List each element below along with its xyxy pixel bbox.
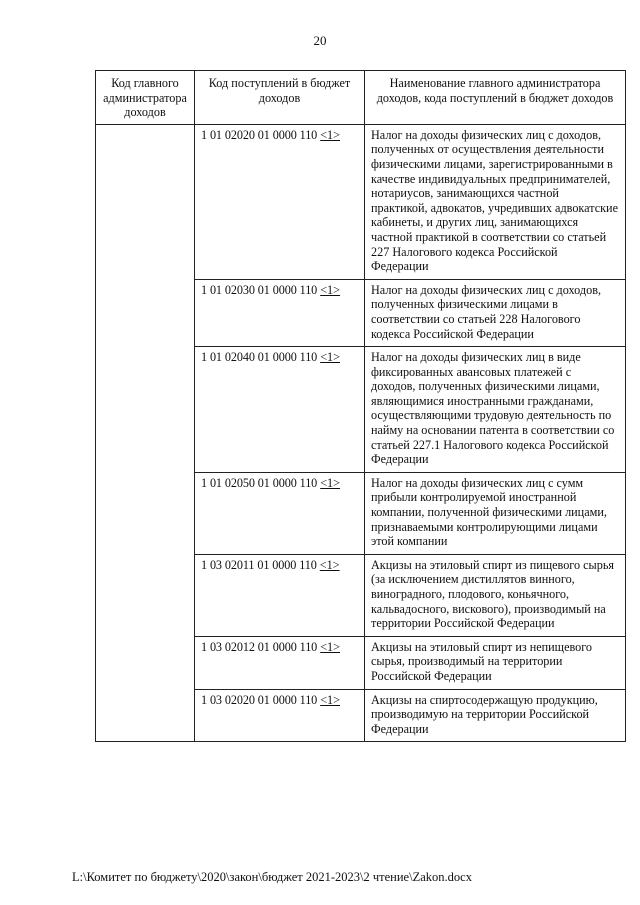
footnote-link[interactable]: <1> — [319, 557, 340, 572]
footnote-link[interactable]: <1> — [320, 127, 341, 142]
footer-file-path: L:\Комитет по бюджету\2020\закон\бюджет 2021-2023\2 чтение\Zakon.docx — [72, 870, 472, 884]
revenue-name-cell: Налог на доходы физических лиц в виде фиксированных авансовых платежей с доходов, полученных физическими лицами, являющимися иностранными гражданами, осуществляющими трудовую деятельность по найму на основании патента в соответствии со статьей 227.1 Налогового кодекса Российской Федерации — [365, 347, 626, 473]
revenue-code-cell — [195, 347, 365, 473]
revenue-name-cell: Налог на доходы физических лиц с доходов, полученных от осуществления деятельности физическими лицами, зарегистрированными в качестве индивидуальных предпринимателей, нотариусов, занимающихся частной практикой, адвокатов, учредивших адвокатские кабинеты, и других лиц, занимающихся частной практикой в соответствии со статьей 227 Налогового кодекса Российской Федерации — [365, 124, 626, 279]
header-revenue-code: Код поступлений в бюджет доходов — [195, 71, 365, 125]
footnote-link[interactable]: <1> — [320, 282, 341, 297]
admin-code-cell — [96, 124, 195, 742]
page-number: 20 — [313, 33, 327, 48]
footnote-link[interactable]: <1> — [320, 350, 341, 365]
revenue-code-cell — [195, 279, 365, 346]
header-admin-code: Код главного администратора доходов — [96, 71, 195, 125]
revenue-name-cell: Налог на доходы физических лиц с сумм прибыли контролируемой иностранной компании, полученной физическими лицами, признаваемыми контролирующими лицами этой компании — [365, 472, 626, 554]
revenue-name-cell: Акцизы на этиловый спирт из пищевого сырья (за исключением дистиллятов винного, виноградного, плодового, коньячного, кальвадосного, вискового), производимый на территории Российской Федерации — [365, 554, 626, 636]
footnote-link[interactable]: <1> — [320, 639, 341, 654]
revenue-code-cell — [195, 636, 365, 689]
header-name: Наименование главного администратора доходов, кода поступлений в бюджет доходов — [365, 71, 626, 125]
revenue-codes-table — [95, 70, 626, 742]
revenue-name-cell: Налог на доходы физических лиц с доходов, полученных физическими лицами в соответствии со статьей 228 Налогового кодекса Российской Федерации — [365, 279, 626, 346]
revenue-code-cell — [195, 472, 365, 554]
table-row — [96, 124, 626, 279]
revenue-code-cell — [195, 124, 365, 279]
revenue-code: 1 01 02030 01 0000 110 — [201, 282, 318, 297]
table-body — [96, 124, 626, 742]
revenue-code-cell — [195, 689, 365, 742]
footnote-link[interactable]: <1> — [320, 475, 341, 490]
revenue-code: 1 01 02050 01 0000 110 — [201, 475, 318, 490]
revenue-name-cell: Акцизы на спиртосодержащую продукцию, производимую на территории Российской Федерации — [365, 689, 626, 742]
revenue-code-cell — [195, 554, 365, 636]
footnote-link[interactable]: <1> — [320, 692, 341, 707]
table-header-row — [96, 71, 626, 125]
revenue-code: 1 03 02020 01 0000 110 — [201, 692, 318, 707]
revenue-code: 1 03 02012 01 0000 110 — [201, 639, 318, 654]
revenue-code: 1 03 02011 01 0000 110 — [201, 557, 317, 572]
revenue-code: 1 01 02020 01 0000 110 — [201, 127, 318, 142]
revenue-code: 1 01 02040 01 0000 110 — [201, 350, 318, 365]
revenue-name-cell: Акцизы на этиловый спирт из непищевого сырья, производимый на территории Российской Федерации — [365, 636, 626, 689]
